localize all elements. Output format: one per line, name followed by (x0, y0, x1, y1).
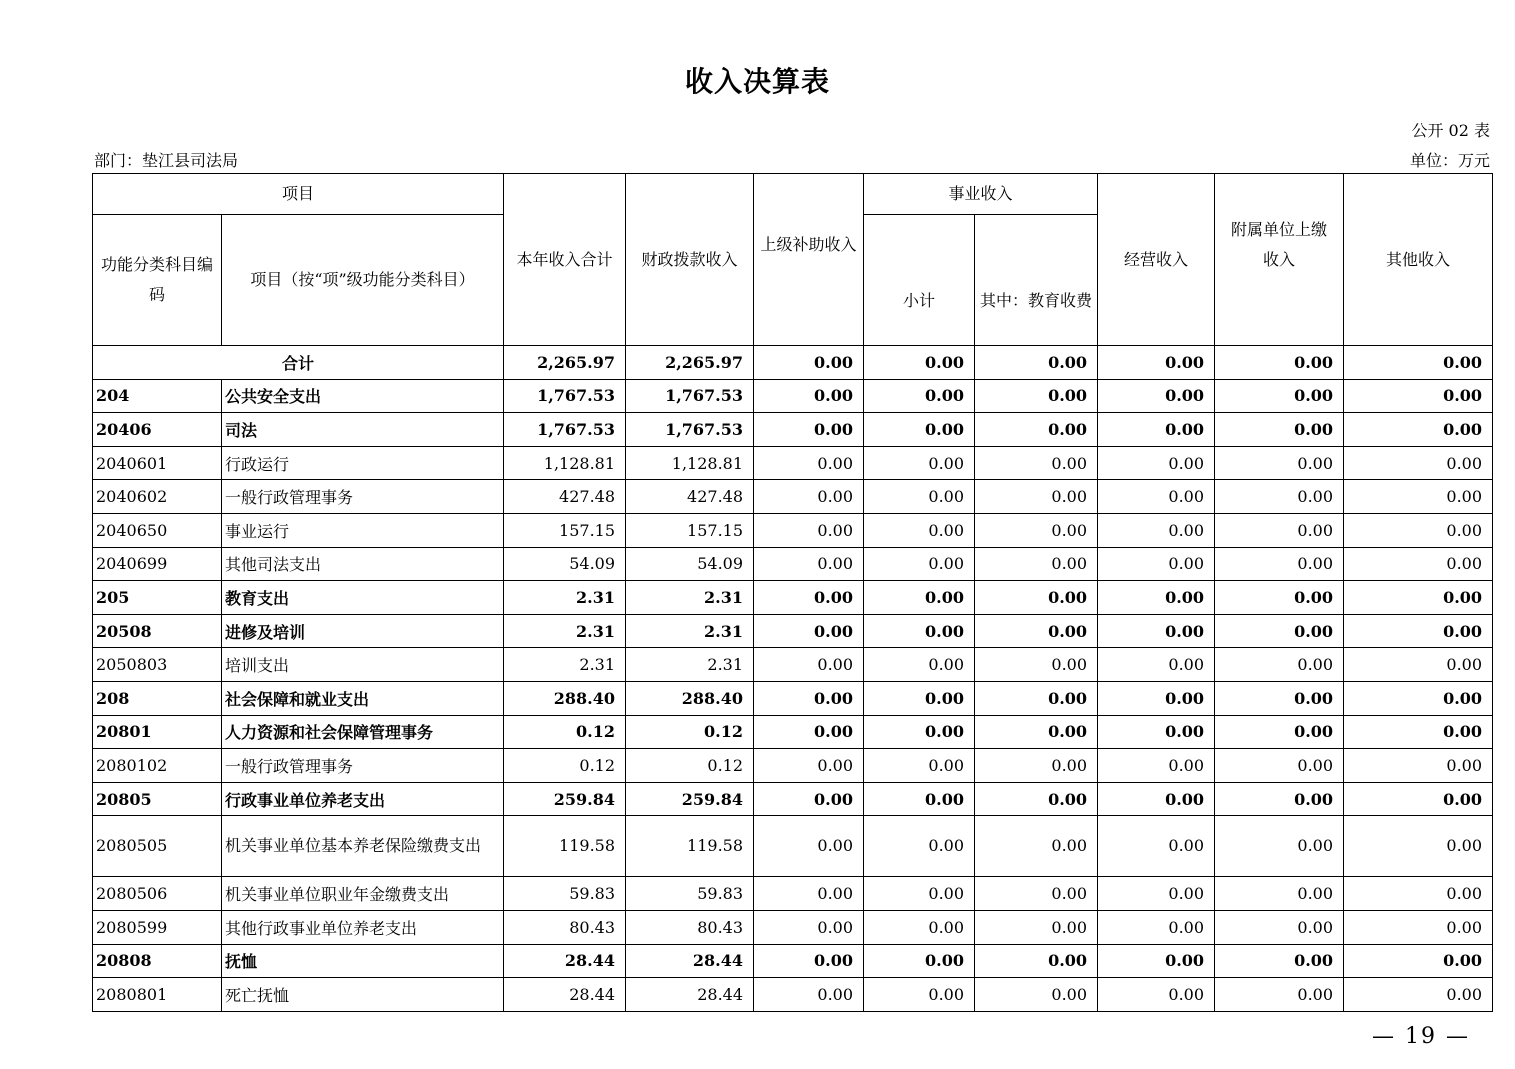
row-code: 2080599 (93, 910, 222, 944)
header-operating: 经营收入 (1098, 174, 1215, 346)
row-value: 0.00 (1098, 782, 1215, 816)
table-row (93, 614, 1493, 648)
table-row (93, 681, 1493, 715)
row-value: 0.00 (975, 944, 1098, 978)
row-value: 2.31 (626, 648, 754, 682)
table-row (93, 446, 1493, 480)
row-value: 0.00 (1215, 581, 1344, 615)
row-value: 0.00 (975, 782, 1098, 816)
row-value: 2.31 (504, 581, 626, 615)
row-value: 0.00 (1098, 978, 1215, 1012)
row-value: 0.00 (864, 877, 975, 911)
row-code: 2080801 (93, 978, 222, 1012)
row-value: 0.00 (1215, 749, 1344, 783)
row-value: 0.00 (1098, 816, 1215, 877)
row-value: 28.44 (626, 944, 754, 978)
row-value: 0.00 (975, 877, 1098, 911)
row-value: 0.00 (754, 782, 864, 816)
row-value: 427.48 (504, 480, 626, 514)
row-value: 2.31 (626, 614, 754, 648)
row-value: 80.43 (626, 910, 754, 944)
row-value: 1,128.81 (504, 446, 626, 480)
row-value: 0.00 (975, 379, 1098, 413)
row-code: 208 (93, 681, 222, 715)
header-project: 项目 (93, 174, 504, 215)
row-value: 0.00 (1344, 782, 1493, 816)
row-name: 行政事业单位养老支出 (222, 782, 504, 816)
row-value: 119.58 (626, 816, 754, 877)
row-code: 20508 (93, 614, 222, 648)
row-value: 0.00 (754, 547, 864, 581)
row-value: 119.58 (504, 816, 626, 877)
row-name: 机关事业单位基本养老保险缴费支出 (222, 816, 504, 877)
row-value: 0.00 (864, 648, 975, 682)
total-label: 合计 (93, 346, 504, 380)
row-name: 行政运行 (222, 446, 504, 480)
row-name: 其他司法支出 (222, 547, 504, 581)
total-value: 0.00 (1215, 346, 1344, 380)
row-value: 0.00 (1215, 547, 1344, 581)
table-row (93, 715, 1493, 749)
row-name: 司法 (222, 413, 504, 447)
table-row (93, 749, 1493, 783)
row-value: 0.00 (864, 782, 975, 816)
table-row (93, 547, 1493, 581)
row-value: 0.00 (975, 648, 1098, 682)
row-value: 259.84 (504, 782, 626, 816)
row-value: 0.00 (1098, 681, 1215, 715)
row-value: 0.00 (754, 614, 864, 648)
unit-label: 单位：万元 (1409, 151, 1490, 170)
row-value: 288.40 (626, 681, 754, 715)
row-value: 0.00 (864, 944, 975, 978)
row-value: 0.00 (1344, 978, 1493, 1012)
header-business-group: 事业收入 (864, 174, 1098, 215)
row-value: 54.09 (626, 547, 754, 581)
row-value: 0.00 (754, 480, 864, 514)
row-name: 社会保障和就业支出 (222, 681, 504, 715)
row-value: 0.00 (975, 816, 1098, 877)
row-value: 28.44 (504, 978, 626, 1012)
table-row (93, 944, 1493, 978)
row-value: 0.00 (1098, 480, 1215, 514)
row-value: 0.00 (1344, 614, 1493, 648)
row-value: 28.44 (626, 978, 754, 1012)
row-value: 0.00 (864, 910, 975, 944)
row-code: 2080505 (93, 816, 222, 877)
row-value: 0.00 (1098, 749, 1215, 783)
row-value: 0.00 (1344, 681, 1493, 715)
row-value: 0.00 (1215, 782, 1344, 816)
row-value: 0.00 (1098, 877, 1215, 911)
row-value: 0.00 (1098, 379, 1215, 413)
row-value: 0.00 (1098, 581, 1215, 615)
row-value: 0.00 (1344, 749, 1493, 783)
row-value: 0.00 (975, 614, 1098, 648)
row-name: 死亡抚恤 (222, 978, 504, 1012)
row-value: 0.00 (754, 379, 864, 413)
row-value: 0.00 (1098, 715, 1215, 749)
row-value: 0.12 (504, 749, 626, 783)
row-value: 0.00 (1344, 547, 1493, 581)
row-name: 机关事业单位职业年金缴费支出 (222, 877, 504, 911)
page-number: — 19 — (1372, 1024, 1470, 1049)
header-superior: 上级补助收入 (754, 174, 864, 346)
row-value: 0.00 (1098, 446, 1215, 480)
row-value: 0.00 (975, 547, 1098, 581)
row-value: 0.00 (975, 581, 1098, 615)
row-value: 0.00 (754, 681, 864, 715)
row-name: 公共安全支出 (222, 379, 504, 413)
header-subtotal: 小计 (864, 215, 975, 346)
row-name: 事业运行 (222, 513, 504, 547)
table-row (93, 379, 1493, 413)
department-label: 部门：垫江县司法局 (94, 151, 239, 170)
row-value: 0.00 (1344, 513, 1493, 547)
row-value: 2.31 (504, 614, 626, 648)
row-value: 0.00 (975, 978, 1098, 1012)
row-value: 0.00 (864, 446, 975, 480)
row-value: 0.00 (1215, 681, 1344, 715)
row-value: 0.00 (864, 614, 975, 648)
row-value: 0.00 (864, 681, 975, 715)
header-name: 项目（按“项”级功能分类科目） (222, 215, 504, 346)
row-value: 0.00 (1215, 910, 1344, 944)
page-title: 收入决算表 (684, 65, 830, 98)
row-value: 1,767.53 (504, 413, 626, 447)
row-value: 2.31 (504, 648, 626, 682)
row-code: 2040699 (93, 547, 222, 581)
row-code: 20406 (93, 413, 222, 447)
row-value: 0.00 (1344, 581, 1493, 615)
row-value: 0.00 (975, 446, 1098, 480)
row-value: 0.00 (754, 581, 864, 615)
row-value: 0.12 (504, 715, 626, 749)
total-value: 0.00 (975, 346, 1098, 380)
row-value: 0.00 (1098, 648, 1215, 682)
row-value: 0.00 (754, 910, 864, 944)
row-code: 20808 (93, 944, 222, 978)
row-value: 0.00 (1215, 480, 1344, 514)
row-value: 0.00 (864, 547, 975, 581)
row-code: 20801 (93, 715, 222, 749)
row-value: 28.44 (504, 944, 626, 978)
row-value: 0.12 (626, 715, 754, 749)
row-value: 0.00 (754, 749, 864, 783)
row-value: 0.00 (975, 513, 1098, 547)
row-value: 1,767.53 (626, 379, 754, 413)
row-value: 0.00 (864, 480, 975, 514)
row-value: 0.00 (1215, 513, 1344, 547)
row-value: 0.00 (1215, 446, 1344, 480)
row-value: 0.00 (864, 749, 975, 783)
row-value: 2.31 (626, 581, 754, 615)
row-value: 0.00 (1344, 910, 1493, 944)
row-value: 0.00 (1344, 648, 1493, 682)
row-value: 0.00 (1215, 978, 1344, 1012)
row-value: 59.83 (626, 877, 754, 911)
row-value: 0.00 (1215, 715, 1344, 749)
row-value: 0.00 (754, 413, 864, 447)
table-row (93, 513, 1493, 547)
row-value: 0.00 (1098, 614, 1215, 648)
row-code: 204 (93, 379, 222, 413)
row-value: 0.00 (864, 513, 975, 547)
row-value: 0.00 (1344, 715, 1493, 749)
row-value: 0.00 (1215, 877, 1344, 911)
table-row (93, 581, 1493, 615)
header-total: 本年收入合计 (504, 174, 626, 346)
header-row-1 (93, 174, 1493, 215)
row-value: 0.00 (1344, 413, 1493, 447)
header-affiliated: 附属单位上缴收入 (1215, 174, 1344, 346)
row-value: 1,767.53 (504, 379, 626, 413)
header-code: 功能分类科目编码 (93, 215, 222, 346)
header-other: 其他收入 (1344, 174, 1493, 346)
header-education: 其中：教育收费 (975, 215, 1098, 346)
row-value: 0.00 (864, 715, 975, 749)
row-code: 2040601 (93, 446, 222, 480)
row-code: 20805 (93, 782, 222, 816)
row-value: 0.00 (864, 978, 975, 1012)
row-value: 1,128.81 (626, 446, 754, 480)
row-value: 0.00 (1344, 816, 1493, 877)
row-name: 一般行政管理事务 (222, 749, 504, 783)
row-value: 0.00 (1215, 816, 1344, 877)
total-row (93, 346, 1493, 380)
row-value: 0.00 (864, 379, 975, 413)
row-value: 0.00 (1344, 944, 1493, 978)
income-table (92, 173, 1493, 1012)
row-value: 0.00 (1344, 446, 1493, 480)
row-name: 培训支出 (222, 648, 504, 682)
row-value: 0.00 (1215, 648, 1344, 682)
row-value: 0.00 (754, 877, 864, 911)
row-code: 2050803 (93, 648, 222, 682)
row-value: 59.83 (504, 877, 626, 911)
row-value: 0.00 (864, 816, 975, 877)
total-value: 0.00 (1098, 346, 1215, 380)
total-value: 0.00 (1344, 346, 1493, 380)
row-value: 0.00 (975, 715, 1098, 749)
row-value: 0.00 (1215, 379, 1344, 413)
row-value: 0.12 (626, 749, 754, 783)
row-value: 80.43 (504, 910, 626, 944)
total-value: 2,265.97 (504, 346, 626, 380)
row-value: 0.00 (1098, 413, 1215, 447)
table-row (93, 480, 1493, 514)
row-value: 0.00 (1215, 614, 1344, 648)
row-value: 0.00 (1215, 944, 1344, 978)
row-code: 2080102 (93, 749, 222, 783)
table-row (93, 816, 1493, 877)
row-value: 0.00 (1344, 379, 1493, 413)
table-row (93, 978, 1493, 1012)
row-value: 0.00 (754, 513, 864, 547)
row-value: 0.00 (975, 480, 1098, 514)
row-value: 0.00 (975, 681, 1098, 715)
row-value: 0.00 (754, 715, 864, 749)
row-value: 0.00 (1098, 910, 1215, 944)
row-value: 0.00 (1098, 944, 1215, 978)
row-value: 259.84 (626, 782, 754, 816)
row-value: 0.00 (864, 581, 975, 615)
row-name: 人力资源和社会保障管理事务 (222, 715, 504, 749)
row-code: 2040650 (93, 513, 222, 547)
form-number: 公开 02 表 (1411, 121, 1490, 140)
table-row (93, 782, 1493, 816)
row-value: 0.00 (754, 944, 864, 978)
total-value: 2,265.97 (626, 346, 754, 380)
row-value: 0.00 (1215, 413, 1344, 447)
row-name: 一般行政管理事务 (222, 480, 504, 514)
row-name: 进修及培训 (222, 614, 504, 648)
row-value: 54.09 (504, 547, 626, 581)
row-value: 0.00 (975, 749, 1098, 783)
row-value: 0.00 (754, 978, 864, 1012)
row-value: 427.48 (626, 480, 754, 514)
row-value: 0.00 (1344, 480, 1493, 514)
row-name: 其他行政事业单位养老支出 (222, 910, 504, 944)
total-value: 0.00 (864, 346, 975, 380)
row-value: 157.15 (626, 513, 754, 547)
row-value: 0.00 (754, 816, 864, 877)
table-row (93, 648, 1493, 682)
row-value: 0.00 (1098, 547, 1215, 581)
table-row (93, 413, 1493, 447)
table-row (93, 877, 1493, 911)
row-value: 0.00 (754, 648, 864, 682)
table-row (93, 910, 1493, 944)
row-value: 157.15 (504, 513, 626, 547)
row-name: 教育支出 (222, 581, 504, 615)
total-value: 0.00 (754, 346, 864, 380)
row-name: 抚恤 (222, 944, 504, 978)
row-value: 0.00 (1344, 877, 1493, 911)
row-code: 2040602 (93, 480, 222, 514)
row-value: 0.00 (754, 446, 864, 480)
row-value: 0.00 (975, 413, 1098, 447)
header-fiscal: 财政拨款收入 (626, 174, 754, 346)
row-code: 205 (93, 581, 222, 615)
row-code: 2080506 (93, 877, 222, 911)
row-value: 0.00 (1098, 513, 1215, 547)
row-value: 1,767.53 (626, 413, 754, 447)
row-value: 0.00 (864, 413, 975, 447)
row-value: 0.00 (975, 910, 1098, 944)
row-value: 288.40 (504, 681, 626, 715)
